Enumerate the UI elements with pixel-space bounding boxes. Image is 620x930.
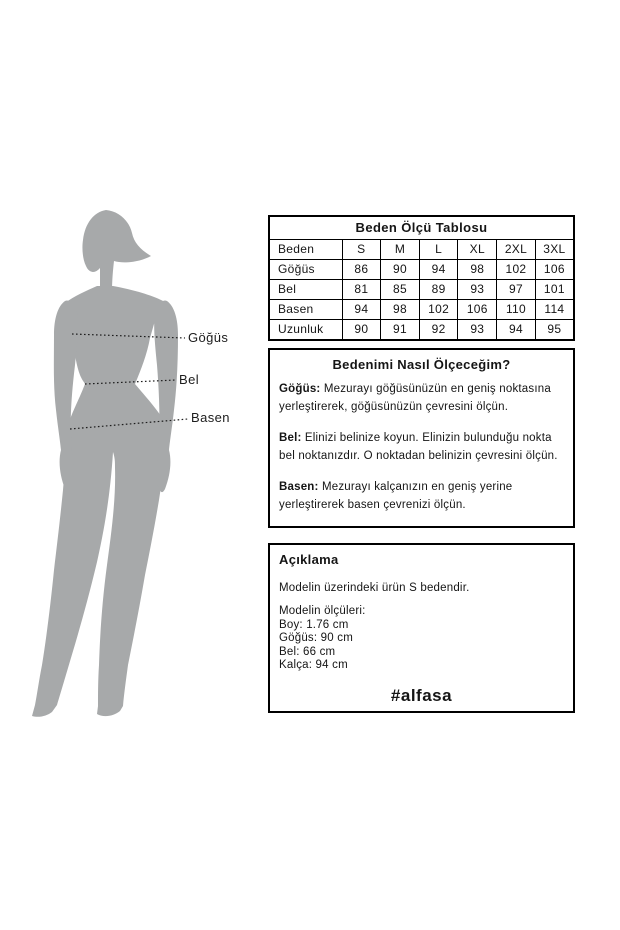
size-table-column-2: M [381,240,420,260]
how-to-measure-items [279,380,564,514]
how-to-item-1: Bel: Elinizi belinize koyun. Elinizin bulunduğu nokta bel noktanızdır. O noktadan belinizin çevresini ölçün. [279,432,558,462]
size-value: 91 [381,320,420,341]
model-measurement-0: Boy: 1.76 cm [279,618,349,631]
size-value: 93 [458,320,497,341]
how-to-term: Bel: [279,432,302,444]
size-value: 94 [419,260,458,280]
size-table-column-1: S [342,240,381,260]
size-value: 81 [342,280,381,300]
size-table [268,215,575,341]
size-value: 90 [381,260,420,280]
description-model-size: Modelin üzerindeki ürün S bedendir. [279,582,470,594]
size-value: 98 [381,300,420,320]
size-row-label: Uzunluk [269,320,342,341]
model-silhouette-figure [30,200,230,730]
silhouette-head [82,210,151,293]
size-value: 106 [535,260,574,280]
model-measurements [279,605,564,673]
size-table-row-0 [269,260,574,280]
size-value: 110 [497,300,536,320]
size-table-title-row [269,216,574,240]
size-value: 97 [497,280,536,300]
size-table-column-3: L [419,240,458,260]
description-box [268,543,575,713]
size-table-title: Beden Ölçü Tablosu [269,216,574,240]
size-value: 90 [342,320,381,341]
how-to-measure-box [268,348,575,528]
silhouette-right-arm [154,300,178,492]
size-value: 98 [458,260,497,280]
model-measurements-title: Modelin ölçüleri: [279,605,366,617]
brand-hashtag: #alfasa [390,685,453,705]
model-measurement-1: Göğüs: 90 cm [279,632,353,644]
size-value: 114 [535,300,574,320]
silhouette-svg [30,200,230,730]
size-value: 94 [497,320,536,341]
size-table-header-row [269,240,574,260]
how-to-term: Göğüs: [279,383,321,395]
size-table-column-6: 3XL [535,240,574,260]
figure-label-basen: Basen [191,410,230,425]
figure-label-bel: Bel [179,372,199,387]
size-value: 95 [535,320,574,341]
how-to-item-0: Göğüs: Mezurayı göğüsünüzün en geniş noktasına yerleştirerek, göğüsünüzün çevresini ölçün. [279,383,551,413]
size-table-row-3 [269,320,574,341]
how-to-measure-title: Bedenimi Nasıl Ölçeceğim? [332,357,511,372]
size-value: 86 [342,260,381,280]
size-table-column-4: XL [458,240,497,260]
how-to-term: Basen: [279,481,319,493]
description-title: Açıklama [279,552,339,567]
size-value: 85 [381,280,420,300]
size-table-column-0: Beden [269,240,342,260]
size-value: 94 [342,300,381,320]
size-table-box [268,215,575,341]
size-value: 101 [535,280,574,300]
size-value: 106 [458,300,497,320]
size-table-row-2 [269,300,574,320]
size-row-label: Basen [269,300,342,320]
model-measurements-list [279,619,564,673]
size-row-label: Bel [269,280,342,300]
size-row-label: Göğüs [269,260,342,280]
size-value: 92 [419,320,458,341]
how-to-item-2: Basen: Mezurayı kalçanızın en geniş yerine yerleştirerek basen çevrenizi ölçün. [279,481,513,511]
model-measurement-2: Bel: 66 cm [279,645,336,658]
silhouette-body [32,286,168,717]
model-measurement-3: Kalça: 94 cm [279,659,348,671]
size-table-row-1 [269,280,574,300]
size-table-column-5: 2XL [497,240,536,260]
size-value: 102 [497,260,536,280]
figure-label-gogus: Göğüs [188,330,229,345]
size-value: 102 [419,300,458,320]
size-value: 89 [419,280,458,300]
size-value: 93 [458,280,497,300]
